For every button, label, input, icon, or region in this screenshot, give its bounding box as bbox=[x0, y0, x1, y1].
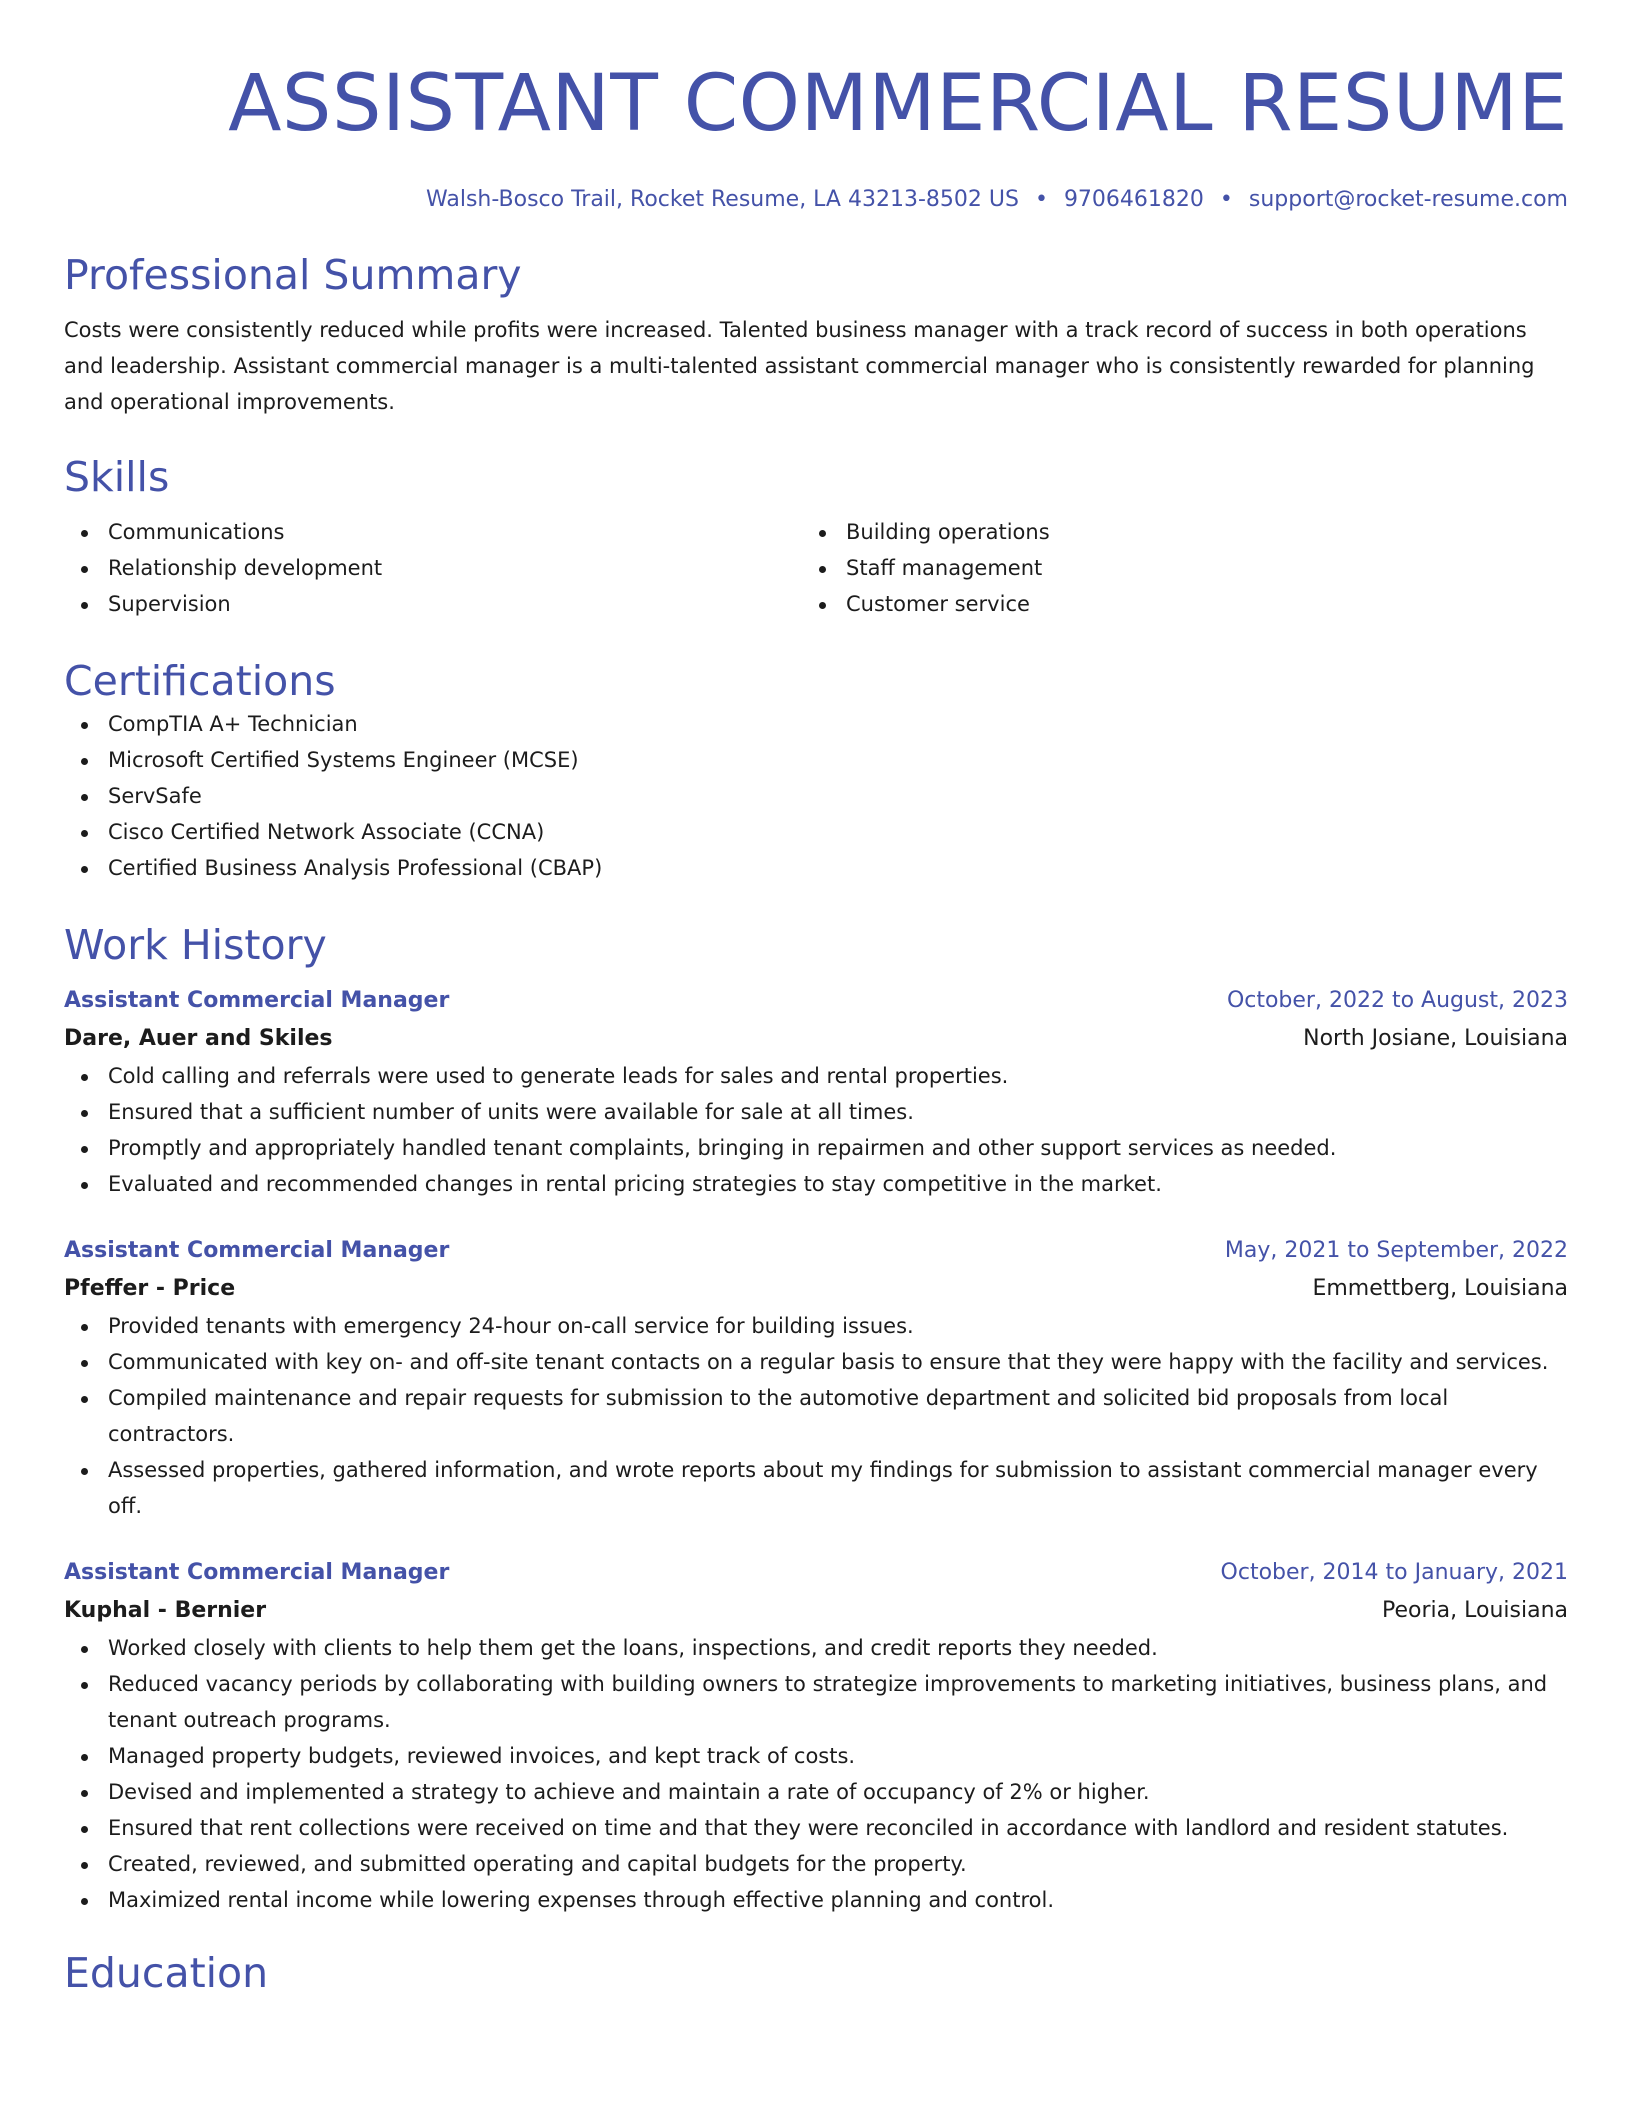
education-heading: Education bbox=[64, 1949, 269, 1997]
job-dates: May, 2021 to September, 2022 bbox=[1224, 1238, 1568, 1263]
skill-item: Customer service bbox=[802, 586, 1540, 622]
job-duty: Managed property budgets, reviewed invoices, and kept track of costs. bbox=[64, 1738, 1568, 1774]
job-header-row bbox=[64, 982, 1568, 1020]
job-company-row bbox=[64, 1270, 1568, 1308]
job-location: Peoria, Louisiana bbox=[1382, 1598, 1568, 1623]
job-role: Assistant Commercial Manager bbox=[64, 1560, 450, 1585]
contact-separator: • bbox=[1219, 187, 1233, 212]
skills-column-left bbox=[64, 514, 802, 622]
job-duty: Devised and implemented a strategy to achieve and maintain a rate of occupancy of 2% or higher. bbox=[64, 1774, 1568, 1810]
work-history-heading: Work History bbox=[64, 921, 327, 969]
job-duties-list bbox=[64, 1630, 1568, 1918]
summary-text: Costs were consistently reduced while profits were increased. Talented business manager with a track record of success in both operations and leadership. Assistant commercial manager is a multi-talented assistant commercial manager who is consistently rewarded for planning and operational improvements. bbox=[64, 318, 1535, 414]
job-header-row bbox=[64, 1232, 1568, 1270]
job-duty: Promptly and appropriately handled tenant complaints, bringing in repairmen and other support services as needed. bbox=[64, 1130, 1568, 1166]
skills-list bbox=[64, 514, 1568, 622]
certification-item: Microsoft Certified Systems Engineer (MCSE) bbox=[64, 742, 1568, 778]
job-duty: Created, reviewed, and submitted operating and capital budgets for the property. bbox=[64, 1846, 1568, 1882]
contact-phone[interactable]: 9706461820 bbox=[1063, 187, 1204, 212]
job-role: Assistant Commercial Manager bbox=[64, 1238, 450, 1263]
job-company: Dare, Auer and Skiles bbox=[64, 1026, 333, 1051]
summary-heading: Professional Summary bbox=[64, 251, 522, 299]
job-duty: Evaluated and recommended changes in rental pricing strategies to stay competitive in the market. bbox=[64, 1166, 1568, 1202]
job-entry bbox=[64, 1554, 1568, 1918]
job-duty: Cold calling and referrals were used to generate leads for sales and rental properties. bbox=[64, 1058, 1568, 1094]
certifications-list bbox=[64, 706, 1568, 886]
job-duty: Worked closely with clients to help them get the loans, inspections, and credit reports they needed. bbox=[64, 1630, 1568, 1666]
certification-item: Certified Business Analysis Professional (CBAP) bbox=[64, 850, 1568, 886]
certification-item: ServSafe bbox=[64, 778, 1568, 814]
job-dates: October, 2022 to August, 2023 bbox=[1226, 988, 1568, 1013]
skill-item: Building operations bbox=[802, 514, 1540, 550]
job-role: Assistant Commercial Manager bbox=[64, 988, 450, 1013]
job-entry bbox=[64, 1232, 1568, 1524]
contact-separator: • bbox=[1034, 187, 1048, 212]
job-company-row bbox=[64, 1592, 1568, 1630]
job-duty: Communicated with key on- and off-site tenant contacts on a regular basis to ensure that they were happy with the facility and services. bbox=[64, 1344, 1568, 1380]
certification-item: CompTIA A+ Technician bbox=[64, 706, 1568, 742]
job-duty: Reduced vacancy periods by collaborating with building owners to strategize improvements to marketing initiatives, business plans, and tenant outreach programs. bbox=[64, 1666, 1568, 1738]
job-dates: October, 2014 to January, 2021 bbox=[1220, 1560, 1568, 1585]
resume-title: ASSISTANT COMMERCIAL RESUME bbox=[228, 59, 1568, 149]
job-duty: Maximized rental income while lowering expenses through effective planning and control. bbox=[64, 1882, 1568, 1918]
skill-item: Communications bbox=[64, 514, 802, 550]
skills-column-right bbox=[802, 514, 1540, 622]
job-duty: Ensured that a sufficient number of units were available for sale at all times. bbox=[64, 1094, 1568, 1130]
job-header-row bbox=[64, 1554, 1568, 1592]
job-company: Pfeffer - Price bbox=[64, 1276, 236, 1301]
job-location: North Josiane, Louisiana bbox=[1303, 1026, 1568, 1051]
job-duty: Ensured that rent collections were received on time and that they were reconciled in accordance with landlord and resident statutes. bbox=[64, 1810, 1568, 1846]
skills-heading: Skills bbox=[64, 453, 170, 501]
skill-item: Relationship development bbox=[64, 550, 802, 586]
job-company: Kuphal - Bernier bbox=[64, 1598, 267, 1623]
job-duties-list bbox=[64, 1308, 1568, 1524]
job-duties-list bbox=[64, 1058, 1568, 1202]
contact-address: Walsh-Bosco Trail, Rocket Resume, LA 43213-8502 US bbox=[426, 187, 1019, 212]
certification-item: Cisco Certified Network Associate (CCNA) bbox=[64, 814, 1568, 850]
job-duty: Assessed properties, gathered information, and wrote reports about my findings for submission to assistant commercial manager every off. bbox=[64, 1452, 1568, 1524]
job-location: Emmettberg, Louisiana bbox=[1312, 1276, 1568, 1301]
resume-page bbox=[64, 0, 1568, 1998]
skill-item: Staff management bbox=[802, 550, 1540, 586]
certifications-heading: Certifications bbox=[64, 657, 336, 705]
skill-item: Supervision bbox=[64, 586, 802, 622]
job-duty: Provided tenants with emergency 24-hour on-call service for building issues. bbox=[64, 1308, 1568, 1344]
contact-email[interactable]: support@rocket-resume.com bbox=[1248, 187, 1568, 212]
contact-line bbox=[64, 186, 1568, 214]
job-company-row bbox=[64, 1020, 1568, 1058]
job-entry bbox=[64, 982, 1568, 1202]
job-duty: Compiled maintenance and repair requests for submission to the automotive department and solicited bid proposals from local contractors. bbox=[64, 1380, 1568, 1452]
